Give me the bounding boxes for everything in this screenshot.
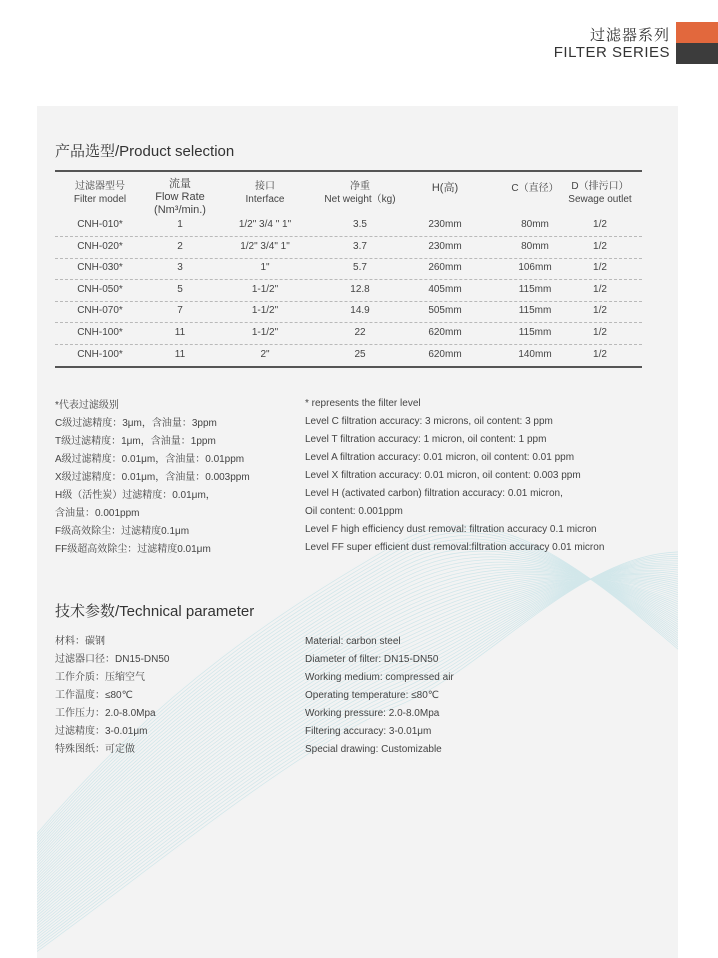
header-cn: D（排污口） [571, 181, 629, 192]
table-cell: 22 [354, 327, 366, 338]
table-cell: 1/2 [593, 327, 607, 338]
table-cell: 1/2" 3/4 " 1" [238, 219, 292, 230]
table-cell: 1/2 [593, 262, 607, 274]
table-cell: 1-1/2" [251, 283, 279, 295]
table-cell: 3 [177, 262, 183, 274]
table-cell: CNH-010* [77, 219, 123, 230]
table-cell: 7 [177, 305, 183, 317]
table-top-rule [55, 170, 642, 172]
list-item: Material: carbon steel [305, 636, 401, 647]
list-item: Operating temperature: ≤80℃ [305, 690, 440, 701]
header-flow-rate [145, 178, 215, 217]
table-cell: 80mm [521, 219, 549, 230]
header-en: Filter model [73, 194, 127, 205]
header-en-unit: (Nm³/min.) [154, 204, 206, 216]
list-item: *代表过滤级别 [55, 400, 119, 411]
table-bottom-rule [55, 366, 642, 368]
table-cell: 1/2 [593, 240, 607, 252]
table-cell: 140mm [518, 348, 552, 360]
tech-params-en [305, 633, 454, 759]
header-sewage-outlet [560, 180, 640, 206]
table-row [55, 258, 642, 280]
table-cell: 115mm [518, 283, 552, 295]
header-net-weight [310, 180, 410, 206]
tech-params-cn [55, 633, 169, 759]
table-cell: 505mm [428, 305, 462, 317]
list-item: 含油量：0.001ppm [55, 508, 140, 519]
table-cell: 620mm [428, 348, 462, 360]
filter-levels-en [305, 395, 604, 557]
product-selection-title: 产品选型/Product selection [55, 143, 235, 160]
table-row [55, 215, 642, 237]
list-item: 过滤精度：3-0.01μm [55, 726, 148, 737]
table-cell: 1/2" 3/4" 1" [240, 240, 290, 252]
table-cell: 11 [174, 327, 186, 338]
table-cell: CNH-050* [77, 283, 123, 295]
list-item: Filtering accuracy: 3-0.01μm [305, 726, 432, 737]
table-cell: 1/2 [593, 219, 607, 230]
table-cell: 115mm [518, 327, 552, 338]
table-cell: 25 [354, 348, 366, 360]
list-item: 特殊图纸：可定做 [55, 744, 135, 755]
list-item: * represents the filter level [305, 398, 421, 409]
table-cell: CNH-070* [77, 305, 123, 317]
table-cell: 1" [260, 262, 270, 274]
table-row [55, 345, 642, 367]
content-panel [37, 106, 678, 958]
list-item: Level T filtration accuracy: 1 micron, oil content: 1 ppm [305, 434, 547, 445]
table-cell: 14.9 [350, 305, 370, 317]
series-title-en: FILTER SERIES [553, 44, 670, 61]
list-item: Level H (activated carbon) filtration accuracy: 0.01 micron, [305, 488, 563, 499]
header-filter-model [55, 180, 145, 206]
table-cell: 230mm [428, 219, 462, 230]
table-cell: 405mm [428, 283, 462, 295]
list-item: H级（活性炭）过滤精度：0.01μm， [55, 490, 216, 501]
header-en: Sewage outlet [568, 194, 632, 205]
table-cell: 3.5 [353, 219, 367, 230]
table-cell: 2 [177, 240, 183, 252]
list-item: A级过滤精度：0.01μm，含油量：0.01ppm [55, 454, 245, 465]
table-cell: 106mm [518, 262, 552, 274]
header-cn: 过滤器型号 [75, 181, 125, 192]
table-cell: 3.7 [353, 240, 367, 252]
table-cell: 1/2 [593, 305, 607, 317]
list-item: X级过滤精度：0.01μm，含油量：0.003ppm [55, 472, 250, 483]
list-item: 材料：碳钢 [55, 636, 105, 647]
list-item: F级高效除尘：过滤精度0.1μm [55, 526, 190, 537]
list-item: Oil content: 0.001ppm [305, 506, 403, 517]
table-cell: 1/2 [593, 283, 607, 295]
table-cell: 620mm [428, 327, 462, 338]
list-item: Working pressure: 2.0-8.0Mpa [305, 708, 440, 719]
header-cn: 净重 [350, 181, 370, 192]
table-row [55, 280, 642, 302]
header-en: Interface [245, 194, 285, 205]
header-cn: H(高) [431, 182, 459, 194]
filter-levels-cn [55, 397, 250, 559]
table-cell: 5.7 [353, 262, 367, 274]
header-interface [220, 180, 310, 206]
table-row [55, 237, 642, 259]
header-en: Net weight（kg) [324, 194, 396, 205]
table-cell: 11 [174, 348, 186, 360]
list-item: Level FF super efficient dust removal:filtration accuracy 0.01 micron [305, 542, 605, 553]
table-cell: 260mm [428, 262, 462, 274]
header-en: Flow Rate [155, 191, 205, 203]
table-cell: 80mm [521, 240, 549, 252]
technical-parameter-title: 技术参数/Technical parameter [55, 603, 255, 620]
list-item: Diameter of filter: DN15-DN50 [305, 654, 439, 665]
list-item: Level A filtration accuracy: 0.01 micron, oil content: 0.01 ppm [305, 452, 575, 463]
table-cell: 1 [177, 219, 183, 230]
list-item: 过滤器口径：DN15-DN50 [55, 654, 170, 665]
table-cell: 1/2 [593, 348, 607, 360]
header-cn: C（直径） [511, 183, 559, 194]
table-cell: CNH-100* [77, 348, 123, 360]
table-cell: 5 [177, 283, 183, 295]
list-item: 工作压力：2.0-8.0Mpa [55, 708, 156, 719]
table-cell: 1-1/2" [251, 327, 279, 338]
list-item: 工作介质：压缩空气 [55, 672, 145, 683]
list-item: Level X filtration accuracy: 0.01 micron, oil content: 0.003 ppm [305, 470, 581, 481]
list-item: Special drawing: Customizable [305, 744, 442, 755]
list-item: Working medium: compressed air [305, 672, 454, 683]
table-cell: 230mm [428, 240, 462, 252]
page-header [0, 0, 718, 80]
table-cell: 1-1/2" [251, 305, 279, 317]
list-item: T级过滤精度：1μm，含油量：1ppm [55, 436, 216, 447]
list-item: Level C filtration accuracy: 3 microns, oil content: 3 ppm [305, 416, 553, 427]
accent-block-dark [676, 43, 718, 64]
table-row [55, 301, 642, 323]
table-cell: CNH-020* [77, 240, 123, 252]
series-title-cn: 过滤器系列 [589, 27, 670, 44]
list-item: 工作温度：≤80℃ [55, 690, 133, 701]
table-cell: 12.8 [350, 283, 370, 295]
header-height [400, 182, 490, 195]
table-cell: 115mm [518, 305, 552, 317]
table-cell: 2" [260, 348, 270, 360]
accent-block-orange [676, 22, 718, 43]
header-cn: 流量 [169, 178, 191, 190]
header-cn: 接口 [255, 181, 275, 192]
table-row [55, 323, 642, 345]
table-cell: CNH-100* [77, 327, 123, 338]
list-item: Level F high efficiency dust removal: filtration accuracy 0.1 micron [305, 524, 597, 535]
table-cell: CNH-030* [77, 262, 123, 274]
list-item: FF级超高效除尘：过滤精度0.01μm [55, 544, 211, 555]
list-item: C级过滤精度：3μm，含油量：3ppm [55, 418, 217, 429]
